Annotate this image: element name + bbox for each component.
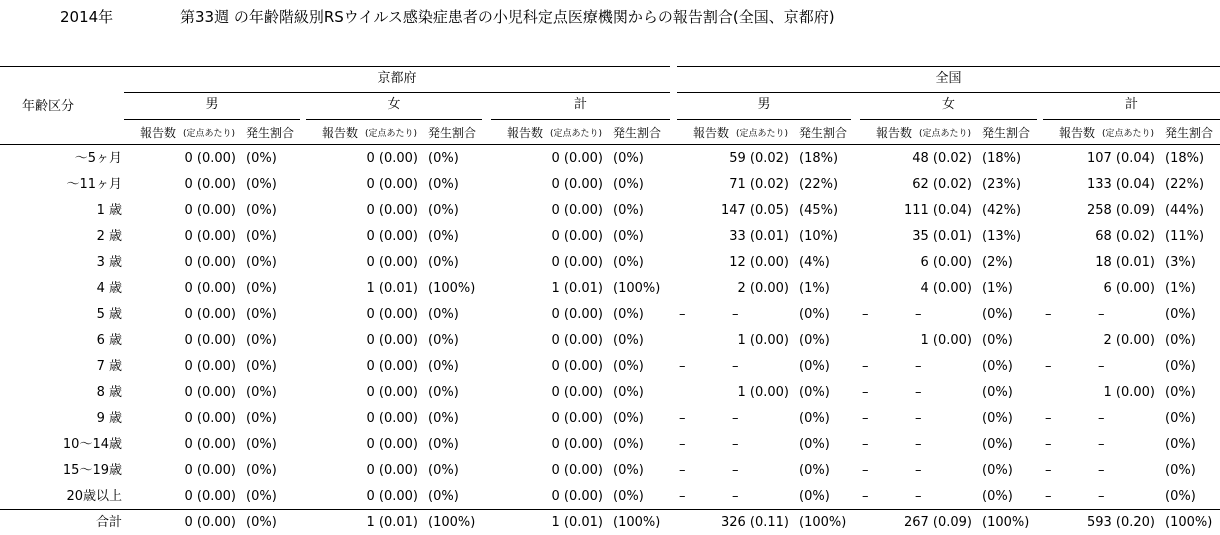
row-10-dash: – [1098, 411, 1105, 426]
row-2-count: 147 (0.05) [720, 203, 789, 218]
row-1-age: ～11ヶ月 [66, 177, 122, 192]
row-9-count: 1 (0.00) [1103, 385, 1155, 400]
row-3-ratio: (10%) [799, 229, 839, 244]
row-0-count: 48 (0.02) [912, 151, 972, 166]
row-11-ratio: (0%) [428, 437, 459, 452]
row-13-count: 0 (0.00) [551, 489, 603, 504]
row-total-age: 合計 [95, 515, 122, 530]
row-11-dash: – [1045, 437, 1052, 452]
row-10-dash: – [862, 411, 869, 426]
row-13-ratio: (0%) [799, 489, 830, 504]
row-12-dash: – [1098, 463, 1105, 478]
row-11-count: 0 (0.00) [366, 437, 418, 452]
subheader-per-sentinel: (定点あたり) [919, 129, 972, 139]
sex-header-national-2: 計 [1124, 97, 1138, 112]
rule-sex-national-male [677, 119, 851, 120]
row-9-ratio: (0%) [613, 385, 644, 400]
row-3-count: 33 (0.01) [729, 229, 789, 244]
row-6-dash: – [679, 307, 686, 322]
row-3-ratio: (13%) [982, 229, 1022, 244]
row-4-ratio: (2%) [982, 255, 1013, 270]
row-1-count: 0 (0.00) [184, 177, 236, 192]
row-2-ratio: (44%) [1165, 203, 1205, 218]
sex-header-kyoto-2: 計 [573, 97, 587, 112]
row-5-count: 1 (0.01) [366, 281, 418, 296]
row-6-age: 5 歳 [96, 307, 122, 322]
row-0-count: 59 (0.02) [729, 151, 789, 166]
row-9-age: 8 歳 [96, 385, 122, 400]
row-total-ratio: (100%) [1165, 515, 1213, 530]
row-3-count: 0 (0.00) [184, 229, 236, 244]
row-5-ratio: (100%) [428, 281, 476, 296]
subheader-ratio: 発生割合 [613, 126, 662, 140]
subheader-ratio: 発生割合 [246, 126, 295, 140]
row-total-count: 1 (0.01) [551, 515, 603, 530]
row-12-dash: – [679, 463, 686, 478]
row-9-ratio: (0%) [1165, 385, 1196, 400]
row-4-ratio: (3%) [1165, 255, 1196, 270]
row-13-age: 20歳以上 [66, 489, 122, 504]
row-2-count: 258 (0.09) [1086, 203, 1155, 218]
subheader-ratio: 発生割合 [1165, 126, 1214, 140]
row-total-count: 1 (0.01) [366, 515, 418, 530]
row-6-dash: – [915, 307, 922, 322]
row-9-ratio: (0%) [246, 385, 277, 400]
row-9-dash: – [915, 385, 922, 400]
row-6-dash: – [862, 307, 869, 322]
row-7-count: 0 (0.00) [184, 333, 236, 348]
row-3-count: 35 (0.01) [912, 229, 972, 244]
row-total-ratio: (100%) [613, 515, 661, 530]
row-13-dash: – [679, 489, 686, 504]
row-13-ratio: (0%) [246, 489, 277, 504]
report-year: 2014年 [60, 8, 114, 26]
row-6-dash: – [732, 307, 739, 322]
row-4-count: 0 (0.00) [551, 255, 603, 270]
row-0-ratio: (0%) [246, 151, 277, 166]
row-7-ratio: (0%) [246, 333, 277, 348]
subheader-per-sentinel: (定点あたり) [550, 129, 603, 139]
row-4-ratio: (0%) [613, 255, 644, 270]
row-9-ratio: (0%) [982, 385, 1013, 400]
row-3-ratio: (0%) [246, 229, 277, 244]
row-13-count: 0 (0.00) [366, 489, 418, 504]
row-8-dash: – [1045, 359, 1052, 374]
rule-sex-national-total [1043, 119, 1220, 120]
sex-header-national-1: 女 [941, 97, 955, 112]
row-0-ratio: (0%) [613, 151, 644, 166]
row-0-ratio: (18%) [982, 151, 1022, 166]
row-12-ratio: (0%) [246, 463, 277, 478]
row-11-ratio: (0%) [613, 437, 644, 452]
row-0-age: ～5ヶ月 [74, 151, 122, 166]
row-4-ratio: (0%) [246, 255, 277, 270]
row-5-ratio: (1%) [982, 281, 1013, 296]
row-11-dash: – [732, 437, 739, 452]
row-1-ratio: (23%) [982, 177, 1022, 192]
row-1-count: 0 (0.00) [366, 177, 418, 192]
row-total-ratio: (100%) [799, 515, 847, 530]
row-12-dash: – [862, 463, 869, 478]
row-8-dash: – [1098, 359, 1105, 374]
row-10-dash: – [915, 411, 922, 426]
row-3-count: 68 (0.02) [1095, 229, 1155, 244]
row-0-ratio: (18%) [799, 151, 839, 166]
row-10-dash: – [679, 411, 686, 426]
row-2-ratio: (0%) [428, 203, 459, 218]
row-10-count: 0 (0.00) [366, 411, 418, 426]
row-10-count: 0 (0.00) [184, 411, 236, 426]
row-11-count: 0 (0.00) [551, 437, 603, 452]
row-total-ratio: (100%) [428, 515, 476, 530]
row-4-ratio: (0%) [428, 255, 459, 270]
row-0-ratio: (0%) [428, 151, 459, 166]
row-11-count: 0 (0.00) [184, 437, 236, 452]
row-total-ratio: (0%) [246, 515, 277, 530]
row-1-ratio: (22%) [1165, 177, 1205, 192]
row-8-ratio: (0%) [428, 359, 459, 374]
row-8-ratio: (0%) [982, 359, 1013, 374]
subheader-per-sentinel: (定点あたり) [365, 129, 418, 139]
row-1-ratio: (22%) [799, 177, 839, 192]
row-8-ratio: (0%) [246, 359, 277, 374]
row-8-dash: – [679, 359, 686, 374]
row-10-ratio: (0%) [246, 411, 277, 426]
row-total-count: 326 (0.11) [720, 515, 789, 530]
row-10-dash: – [732, 411, 739, 426]
rule-top-national [677, 66, 1220, 67]
row-9-count: 0 (0.00) [184, 385, 236, 400]
row-12-ratio: (0%) [613, 463, 644, 478]
row-7-count: 2 (0.00) [1103, 333, 1155, 348]
row-2-ratio: (0%) [613, 203, 644, 218]
row-1-ratio: (0%) [613, 177, 644, 192]
rule-sex-kyoto-female [306, 119, 482, 120]
row-7-ratio: (0%) [613, 333, 644, 348]
row-7-count: 1 (0.00) [920, 333, 972, 348]
row-12-ratio: (0%) [428, 463, 459, 478]
row-13-dash: – [1045, 489, 1052, 504]
row-7-ratio: (0%) [1165, 333, 1196, 348]
rule-header-bottom [0, 144, 1220, 145]
row-1-count: 133 (0.04) [1086, 177, 1155, 192]
row-9-ratio: (0%) [428, 385, 459, 400]
row-9-ratio: (0%) [799, 385, 830, 400]
row-2-ratio: (45%) [799, 203, 839, 218]
row-8-dash: – [732, 359, 739, 374]
row-total-ratio: (100%) [982, 515, 1030, 530]
row-5-ratio: (0%) [246, 281, 277, 296]
row-3-ratio: (11%) [1165, 229, 1205, 244]
subheader-count: 報告数 [140, 126, 177, 140]
row-5-count: 1 (0.01) [551, 281, 603, 296]
subheader-count: 報告数 [876, 126, 913, 140]
row-13-ratio: (0%) [1165, 489, 1196, 504]
row-11-dash: – [679, 437, 686, 452]
row-11-ratio: (0%) [1165, 437, 1196, 452]
row-6-ratio: (0%) [428, 307, 459, 322]
row-2-ratio: (0%) [246, 203, 277, 218]
row-4-count: 18 (0.01) [1095, 255, 1155, 270]
page-title: 第33週 の年齢階級別RSウイルス感染症患者の小児科定点医療機関からの報告割合(全国、京都府) [180, 8, 835, 26]
subheader-per-sentinel: (定点あたり) [1102, 129, 1155, 139]
row-7-count: 0 (0.00) [366, 333, 418, 348]
row-12-age: 15～19歳 [62, 463, 122, 478]
row-12-count: 0 (0.00) [551, 463, 603, 478]
row-9-count: 1 (0.00) [737, 385, 789, 400]
row-10-ratio: (0%) [613, 411, 644, 426]
row-total-count: 593 (0.20) [1086, 515, 1155, 530]
row-11-dash: – [915, 437, 922, 452]
row-11-ratio: (0%) [982, 437, 1013, 452]
row-12-dash: – [1045, 463, 1052, 478]
row-7-ratio: (0%) [428, 333, 459, 348]
row-6-count: 0 (0.00) [551, 307, 603, 322]
row-6-ratio: (0%) [246, 307, 277, 322]
row-5-age: 4 歳 [96, 281, 122, 296]
row-11-ratio: (0%) [246, 437, 277, 452]
row-11-ratio: (0%) [799, 437, 830, 452]
row-5-count: 0 (0.00) [184, 281, 236, 296]
row-8-count: 0 (0.00) [184, 359, 236, 374]
subheader-count: 報告数 [322, 126, 359, 140]
row-12-ratio: (0%) [1165, 463, 1196, 478]
subheader-count: 報告数 [1059, 126, 1096, 140]
row-6-dash: – [1098, 307, 1105, 322]
subheader-ratio: 発生割合 [799, 126, 848, 140]
subheader-count: 報告数 [507, 126, 544, 140]
row-13-dash: – [862, 489, 869, 504]
row-7-count: 1 (0.00) [737, 333, 789, 348]
row-10-ratio: (0%) [982, 411, 1013, 426]
subheader-count: 報告数 [693, 126, 730, 140]
row-7-ratio: (0%) [982, 333, 1013, 348]
row-3-count: 0 (0.00) [366, 229, 418, 244]
row-3-ratio: (0%) [428, 229, 459, 244]
rule-sex-kyoto-male [124, 119, 300, 120]
row-6-count: 0 (0.00) [366, 307, 418, 322]
row-2-count: 0 (0.00) [551, 203, 603, 218]
row-0-count: 107 (0.04) [1086, 151, 1155, 166]
row-8-age: 7 歳 [96, 359, 122, 374]
subheader-per-sentinel: (定点あたり) [183, 129, 236, 139]
row-8-ratio: (0%) [1165, 359, 1196, 374]
row-2-count: 111 (0.04) [903, 203, 972, 218]
row-13-dash: – [915, 489, 922, 504]
row-2-ratio: (42%) [982, 203, 1022, 218]
row-8-ratio: (0%) [613, 359, 644, 374]
row-6-ratio: (0%) [613, 307, 644, 322]
row-5-count: 6 (0.00) [1103, 281, 1155, 296]
row-13-ratio: (0%) [428, 489, 459, 504]
row-4-count: 0 (0.00) [366, 255, 418, 270]
row-10-ratio: (0%) [1165, 411, 1196, 426]
rule-sex-kyoto-total [491, 119, 670, 120]
row-3-ratio: (0%) [613, 229, 644, 244]
row-11-dash: – [1098, 437, 1105, 452]
row-4-count: 0 (0.00) [184, 255, 236, 270]
row-0-count: 0 (0.00) [551, 151, 603, 166]
row-1-count: 71 (0.02) [729, 177, 789, 192]
row-8-dash: – [862, 359, 869, 374]
row-13-count: 0 (0.00) [184, 489, 236, 504]
row-4-ratio: (4%) [799, 255, 830, 270]
row-5-count: 2 (0.00) [737, 281, 789, 296]
sex-header-kyoto-0: 男 [205, 97, 219, 112]
row-13-ratio: (0%) [982, 489, 1013, 504]
row-13-dash: – [1098, 489, 1105, 504]
row-12-dash: – [915, 463, 922, 478]
row-9-count: 0 (0.00) [551, 385, 603, 400]
subheader-per-sentinel: (定点あたり) [736, 129, 789, 139]
row-0-count: 0 (0.00) [366, 151, 418, 166]
sex-header-national-0: 男 [757, 97, 771, 112]
row-8-count: 0 (0.00) [551, 359, 603, 374]
row-11-age: 10～14歳 [62, 437, 122, 452]
row-10-age: 9 歳 [96, 411, 122, 426]
row-2-count: 0 (0.00) [366, 203, 418, 218]
row-4-count: 12 (0.00) [729, 255, 789, 270]
row-6-dash: – [1045, 307, 1052, 322]
rule-top-kyoto [0, 66, 670, 67]
rule-region-national [677, 92, 1220, 93]
row-7-ratio: (0%) [799, 333, 830, 348]
row-1-count: 62 (0.02) [912, 177, 972, 192]
row-0-count: 0 (0.00) [184, 151, 236, 166]
row-5-ratio: (1%) [799, 281, 830, 296]
row-10-ratio: (0%) [799, 411, 830, 426]
subheader-ratio: 発生割合 [982, 126, 1031, 140]
row-10-ratio: (0%) [428, 411, 459, 426]
row-6-count: 0 (0.00) [184, 307, 236, 322]
row-5-ratio: (1%) [1165, 281, 1196, 296]
row-1-ratio: (0%) [428, 177, 459, 192]
row-total-count: 0 (0.00) [184, 515, 236, 530]
row-9-dash: – [862, 385, 869, 400]
row-8-count: 0 (0.00) [366, 359, 418, 374]
age-column-header: 年齢区分 [22, 99, 75, 114]
row-12-ratio: (0%) [799, 463, 830, 478]
row-12-ratio: (0%) [982, 463, 1013, 478]
row-6-ratio: (0%) [799, 307, 830, 322]
row-12-count: 0 (0.00) [366, 463, 418, 478]
row-12-dash: – [732, 463, 739, 478]
row-1-ratio: (0%) [246, 177, 277, 192]
row-6-ratio: (0%) [982, 307, 1013, 322]
row-1-count: 0 (0.00) [551, 177, 603, 192]
row-10-count: 0 (0.00) [551, 411, 603, 426]
row-13-ratio: (0%) [613, 489, 644, 504]
row-4-count: 6 (0.00) [920, 255, 972, 270]
row-13-dash: – [732, 489, 739, 504]
row-4-age: 3 歳 [96, 255, 122, 270]
row-9-count: 0 (0.00) [366, 385, 418, 400]
region-header-kyoto: 京都府 [377, 71, 417, 86]
row-10-dash: – [1045, 411, 1052, 426]
row-8-ratio: (0%) [799, 359, 830, 374]
sex-header-kyoto-1: 女 [387, 97, 401, 112]
row-3-count: 0 (0.00) [551, 229, 603, 244]
rule-total-top [0, 509, 1220, 510]
subheader-ratio: 発生割合 [428, 126, 477, 140]
row-2-age: 1 歳 [96, 203, 122, 218]
row-total-count: 267 (0.09) [903, 515, 972, 530]
row-6-ratio: (0%) [1165, 307, 1196, 322]
row-2-count: 0 (0.00) [184, 203, 236, 218]
row-5-ratio: (100%) [613, 281, 661, 296]
row-7-count: 0 (0.00) [551, 333, 603, 348]
row-0-ratio: (18%) [1165, 151, 1205, 166]
row-8-dash: – [915, 359, 922, 374]
row-7-age: 6 歳 [96, 333, 122, 348]
row-12-count: 0 (0.00) [184, 463, 236, 478]
row-3-age: 2 歳 [96, 229, 122, 244]
rule-region-kyoto [124, 92, 670, 93]
row-11-dash: – [862, 437, 869, 452]
rule-sex-national-female [860, 119, 1037, 120]
row-5-count: 4 (0.00) [920, 281, 972, 296]
region-header-national: 全国 [935, 71, 962, 86]
